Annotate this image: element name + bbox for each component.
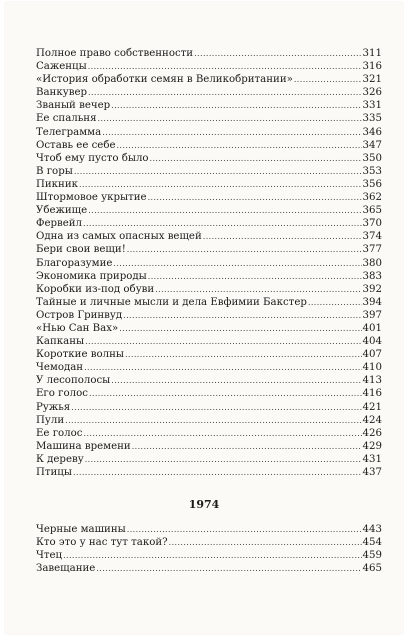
entry-title: Капканы [36, 336, 85, 348]
dot-leader [85, 335, 361, 348]
entry-page-number: 311 [362, 48, 382, 59]
entry-title: Званый вечер [36, 100, 111, 112]
entry-title: Птицы [36, 467, 72, 478]
dot-leader [148, 191, 362, 204]
entry-title: К дереву [36, 453, 84, 465]
dot-leader [294, 73, 362, 86]
entry-page-number: 346 [362, 126, 382, 138]
toc-entry [36, 348, 382, 361]
toc-entry [36, 309, 382, 322]
dot-leader [71, 401, 361, 414]
dot-leader [79, 178, 362, 191]
entry-title: «История обработки семян в Великобритании» [36, 74, 293, 86]
dot-leader [155, 283, 361, 296]
entry-title: Кто это у нас тут такой? [36, 537, 168, 549]
dot-leader [74, 165, 362, 178]
dot-leader [89, 387, 362, 400]
toc-entry [36, 230, 382, 243]
toc-entry [36, 257, 382, 270]
entry-page-number: 356 [362, 178, 382, 190]
book-page [5, 2, 403, 634]
entry-title: Остров Гринвуд [36, 309, 123, 321]
toc-entry [36, 47, 382, 60]
dot-leader [84, 361, 361, 374]
entry-title: Ее голос [36, 427, 83, 439]
entry-page-number: 404 [362, 336, 382, 348]
toc-entry [36, 139, 382, 152]
toc-entry [36, 453, 382, 466]
entry-page-number: 316 [362, 61, 382, 73]
dot-leader [308, 296, 362, 309]
toc-entry [36, 427, 382, 440]
entry-page-number: 413 [362, 375, 382, 387]
entry-title: Чемодан [36, 362, 84, 374]
entry-title: «Нью Сан Вах» [36, 322, 119, 334]
entry-page-number: 421 [362, 401, 382, 413]
dot-leader [125, 348, 362, 361]
entry-title: Телеграмма [36, 126, 102, 138]
dot-leader [85, 453, 362, 466]
toc-entry [36, 387, 382, 400]
dot-leader [65, 414, 361, 427]
entry-page-number: 397 [362, 309, 382, 321]
entry-page-number: 454 [362, 537, 382, 549]
toc-entry [36, 374, 382, 387]
dot-leader [111, 374, 361, 387]
dot-leader [116, 139, 361, 152]
toc-entry [36, 191, 382, 204]
entry-page-number: 331 [362, 100, 382, 112]
toc-entry [36, 440, 382, 453]
entry-title: Одна из самых опасных вещей [36, 231, 202, 243]
entry-title: Машина времени [36, 440, 131, 452]
dot-leader [98, 112, 362, 125]
entry-page-number: 374 [362, 231, 382, 243]
entry-title: Ее спальня [36, 113, 97, 125]
entry-page-number: 383 [362, 270, 382, 282]
dot-leader [83, 217, 362, 230]
entry-page-number: 350 [362, 152, 382, 164]
entry-page-number: 429 [362, 440, 382, 452]
entry-page-number: 437 [362, 467, 382, 478]
entry-page-number: 380 [362, 257, 382, 269]
entry-page-number: 431 [362, 453, 382, 465]
toc-entry [36, 86, 382, 99]
section-heading: 1974 [188, 498, 220, 511]
entry-page-number: 347 [362, 139, 382, 151]
toc-entry [36, 126, 382, 139]
entry-title: Бери свои вещи! [36, 244, 126, 256]
dot-leader [102, 126, 361, 139]
entry-page-number: 416 [362, 388, 382, 400]
entry-title: У лесополосы [36, 375, 111, 387]
entry-title: Черные машины [36, 524, 126, 535]
entry-page-number: 407 [362, 349, 382, 361]
entry-title: Благоразумие [36, 257, 113, 269]
entry-title: Короткие волны [36, 349, 124, 361]
entry-title: Тайные и личные мысли и дела Евфимии Бакстер [36, 296, 307, 308]
entry-page-number: 410 [362, 362, 382, 374]
toc-entry [36, 243, 382, 256]
dot-leader [119, 322, 361, 335]
table-of-contents-1974 [36, 523, 382, 575]
dot-leader [88, 60, 362, 73]
toc-entry [36, 296, 382, 309]
toc-entry [36, 466, 382, 479]
toc-entry [36, 322, 382, 335]
entry-title: Полное право собственности [36, 48, 194, 59]
entry-title: Саженцы [36, 61, 87, 73]
toc-entry [36, 204, 382, 217]
dot-leader [88, 204, 361, 217]
toc-entry [36, 562, 382, 575]
toc-entry [36, 283, 382, 296]
toc-entry [36, 60, 382, 73]
entry-page-number: 377 [362, 244, 382, 256]
toc-entry [36, 165, 382, 178]
toc-entry [36, 112, 382, 125]
dot-leader [127, 523, 362, 536]
entry-page-number: 365 [362, 205, 382, 217]
toc-entry [36, 414, 382, 427]
dot-leader [73, 466, 362, 479]
toc-entry [36, 549, 382, 562]
toc-entry [36, 523, 382, 536]
entry-page-number: 335 [362, 113, 382, 125]
entry-title: Ванкувер [36, 87, 87, 99]
entry-page-number: 459 [362, 550, 382, 562]
entry-title: В горы [36, 165, 73, 177]
entry-title: Пикник [36, 178, 78, 190]
dot-leader [84, 427, 362, 440]
toc-entry [36, 270, 382, 283]
entry-page-number: 424 [362, 414, 382, 426]
toc-entry [36, 217, 382, 230]
entry-page-number: 443 [362, 524, 382, 535]
entry-page-number: 426 [362, 427, 382, 439]
entry-page-number: 362 [362, 192, 382, 204]
entry-page-number: 394 [362, 296, 382, 308]
table-of-contents [36, 47, 382, 479]
entry-page-number: 370 [362, 218, 382, 230]
entry-title: Оставь ее себе [36, 139, 116, 151]
entry-title: Убежище [36, 205, 88, 217]
entry-title: Чтец [36, 550, 63, 562]
entry-title: Чтоб ему пусто было [36, 152, 149, 164]
dot-leader [194, 47, 361, 60]
entry-title: Завещание [36, 563, 96, 575]
dot-leader [132, 440, 362, 453]
entry-page-number: 465 [362, 563, 382, 575]
dot-leader [111, 99, 361, 112]
dot-leader [113, 257, 361, 270]
entry-title: Фервейл [36, 218, 83, 230]
dot-leader [96, 562, 361, 575]
dot-leader [63, 549, 361, 562]
dot-leader [203, 230, 362, 243]
dot-leader [123, 309, 361, 322]
entry-page-number: 392 [362, 283, 382, 295]
entry-title: Ружья [36, 401, 71, 413]
entry-page-number: 321 [362, 74, 382, 86]
toc-entry [36, 178, 382, 191]
entry-title: Экономика природы [36, 270, 147, 282]
toc-entry [36, 361, 382, 374]
entry-page-number: 326 [362, 87, 382, 99]
dot-leader [127, 243, 362, 256]
entry-title: Штормовое укрытие [36, 192, 147, 204]
entry-title: Его голос [36, 388, 88, 400]
dot-leader [148, 270, 362, 283]
entry-title: Коробки из-под обуви [36, 283, 155, 295]
entry-page-number: 401 [362, 322, 382, 334]
entry-page-number: 353 [362, 165, 382, 177]
toc-entry [36, 335, 382, 348]
toc-entry [36, 152, 382, 165]
toc-entry [36, 73, 382, 86]
dot-leader [150, 152, 362, 165]
toc-entry [36, 99, 382, 112]
toc-entry [36, 401, 382, 414]
dot-leader [169, 536, 362, 549]
entry-title: Пули [36, 414, 65, 426]
dot-leader [88, 86, 362, 99]
toc-entry [36, 536, 382, 549]
